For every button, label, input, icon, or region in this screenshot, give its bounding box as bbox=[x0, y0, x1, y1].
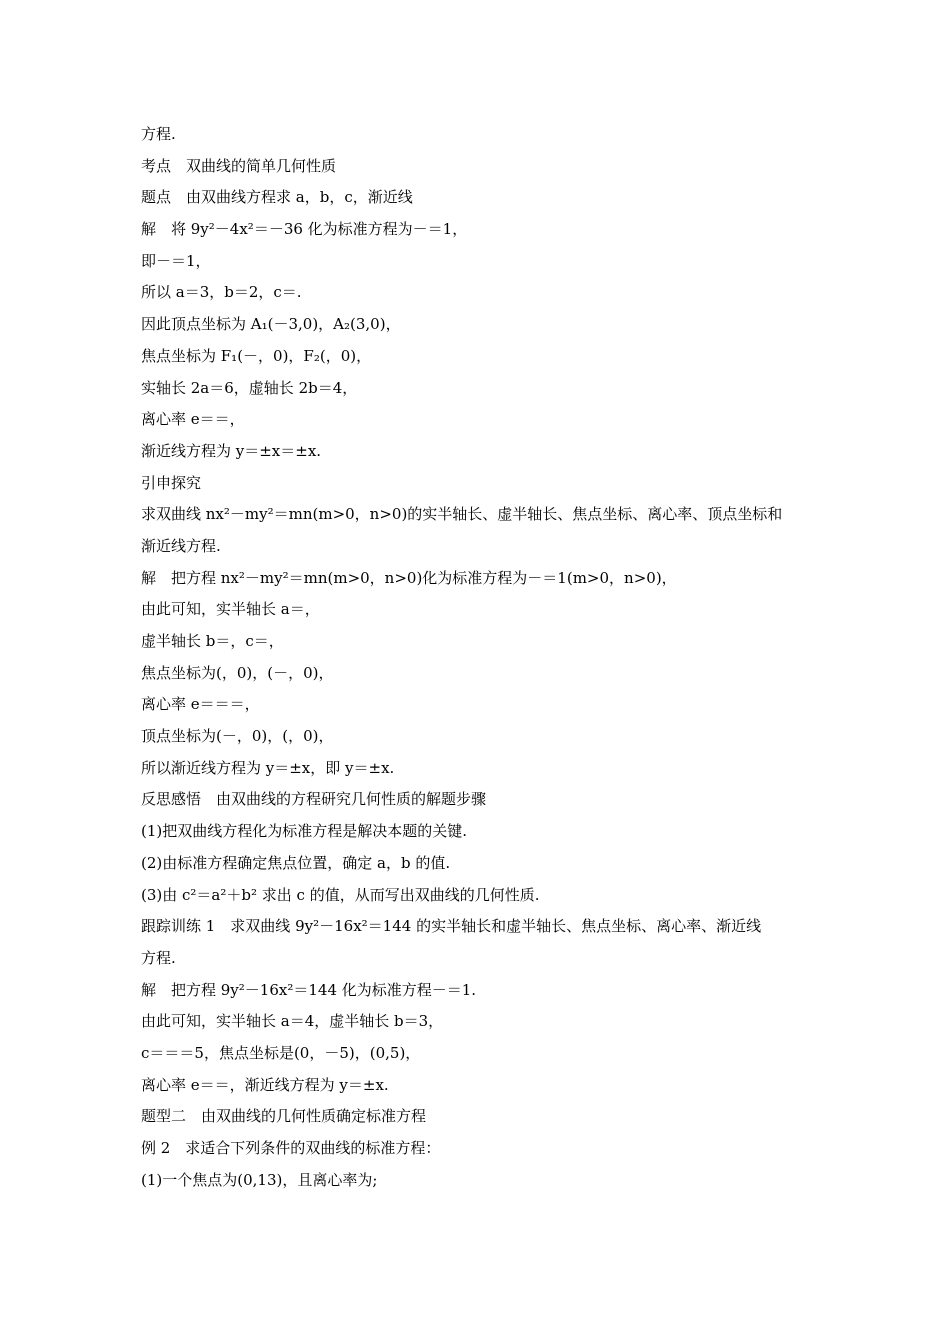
text-line: (1)一个焦点为(0,13)，且离心率为; bbox=[141, 1170, 378, 1189]
text-line: 所以 a＝3，b＝2，c＝. bbox=[141, 283, 302, 302]
text-line: 离心率 e＝＝， bbox=[141, 410, 245, 429]
text-line: 所以渐近线方程为 y＝±x，即 y＝±x. bbox=[141, 758, 395, 777]
text-line: 因此顶点坐标为 A₁(－3,0)，A₂(3,0)， bbox=[141, 315, 401, 334]
section-heading: 反思感悟 由双曲线的方程研究几何性质的解题步骤 bbox=[141, 790, 487, 809]
text-line: 实轴长 2a＝6，虚轴长 2b＝4， bbox=[141, 378, 358, 397]
text-line: 顶点坐标为(－，0)，(，0)， bbox=[141, 727, 334, 746]
document-body bbox=[141, 119, 821, 1196]
text-line: 考点 双曲线的简单几何性质 bbox=[141, 156, 337, 175]
section-heading: 题型二 由双曲线的几何性质确定标准方程 bbox=[141, 1107, 427, 1126]
text-line: 方程. bbox=[141, 125, 176, 143]
text-line: 渐近线方程为 y＝±x＝±x. bbox=[141, 441, 322, 460]
text-line: 焦点坐标为 F₁(－，0)，F₂(，0)， bbox=[141, 346, 372, 365]
text-line: 解 把方程 9y²－16x²＝144 化为标准方程－＝1. bbox=[141, 980, 477, 999]
section-heading: 引申探究 bbox=[141, 473, 202, 492]
text-line: (3)由 c²＝a²＋b² 求出 c 的值，从而写出双曲线的几何性质. bbox=[141, 885, 540, 904]
text-line: 离心率 e＝＝，渐近线方程为 y＝±x. bbox=[141, 1075, 389, 1094]
text-line: 方程. bbox=[141, 948, 176, 967]
text-line: c＝＝＝5，焦点坐标是(0，－5)，(0,5)， bbox=[141, 1043, 421, 1062]
text-line: (2)由标准方程确定焦点位置，确定 a，b 的值. bbox=[141, 853, 451, 872]
text-line: (1)把双曲线方程化为标准方程是解决本题的关键. bbox=[141, 822, 468, 841]
text-line: 焦点坐标为(，0)，(－，0)， bbox=[141, 663, 334, 682]
text-line: 例 2 求适合下列条件的双曲线的标准方程： bbox=[141, 1139, 441, 1157]
text-line: 解 将 9y²－4x²＝－36 化为标准方程为－＝1， bbox=[141, 220, 468, 239]
text-line: 渐近线方程. bbox=[141, 536, 221, 555]
text-line: 解 把方程 nx²－my²＝mn(m>0，n>0)化为标准方程为－＝1(m>0，n>0)， bbox=[141, 568, 677, 587]
text-line: 由此可知，实半轴长 a＝， bbox=[141, 600, 320, 619]
text-line: 求双曲线 nx²－my²＝mn(m>0，n>0)的实半轴长、虚半轴长、焦点坐标、离心率、顶点坐标和 bbox=[141, 505, 783, 524]
text-line: 跟踪训练 1 求双曲线 9y²－16x²＝144 的实半轴长和虚半轴长、焦点坐标、离心率、渐近线 bbox=[141, 917, 762, 936]
text-line: 即－＝1， bbox=[141, 251, 211, 270]
text-line: 虚半轴长 b＝，c＝， bbox=[141, 632, 284, 650]
text-line: 由此可知，实半轴长 a＝4，虚半轴长 b＝3， bbox=[141, 1012, 444, 1031]
text-line: 离心率 e＝＝＝， bbox=[141, 695, 260, 714]
text-line: 题点 由双曲线方程求 a，b，c，渐近线 bbox=[141, 188, 413, 207]
